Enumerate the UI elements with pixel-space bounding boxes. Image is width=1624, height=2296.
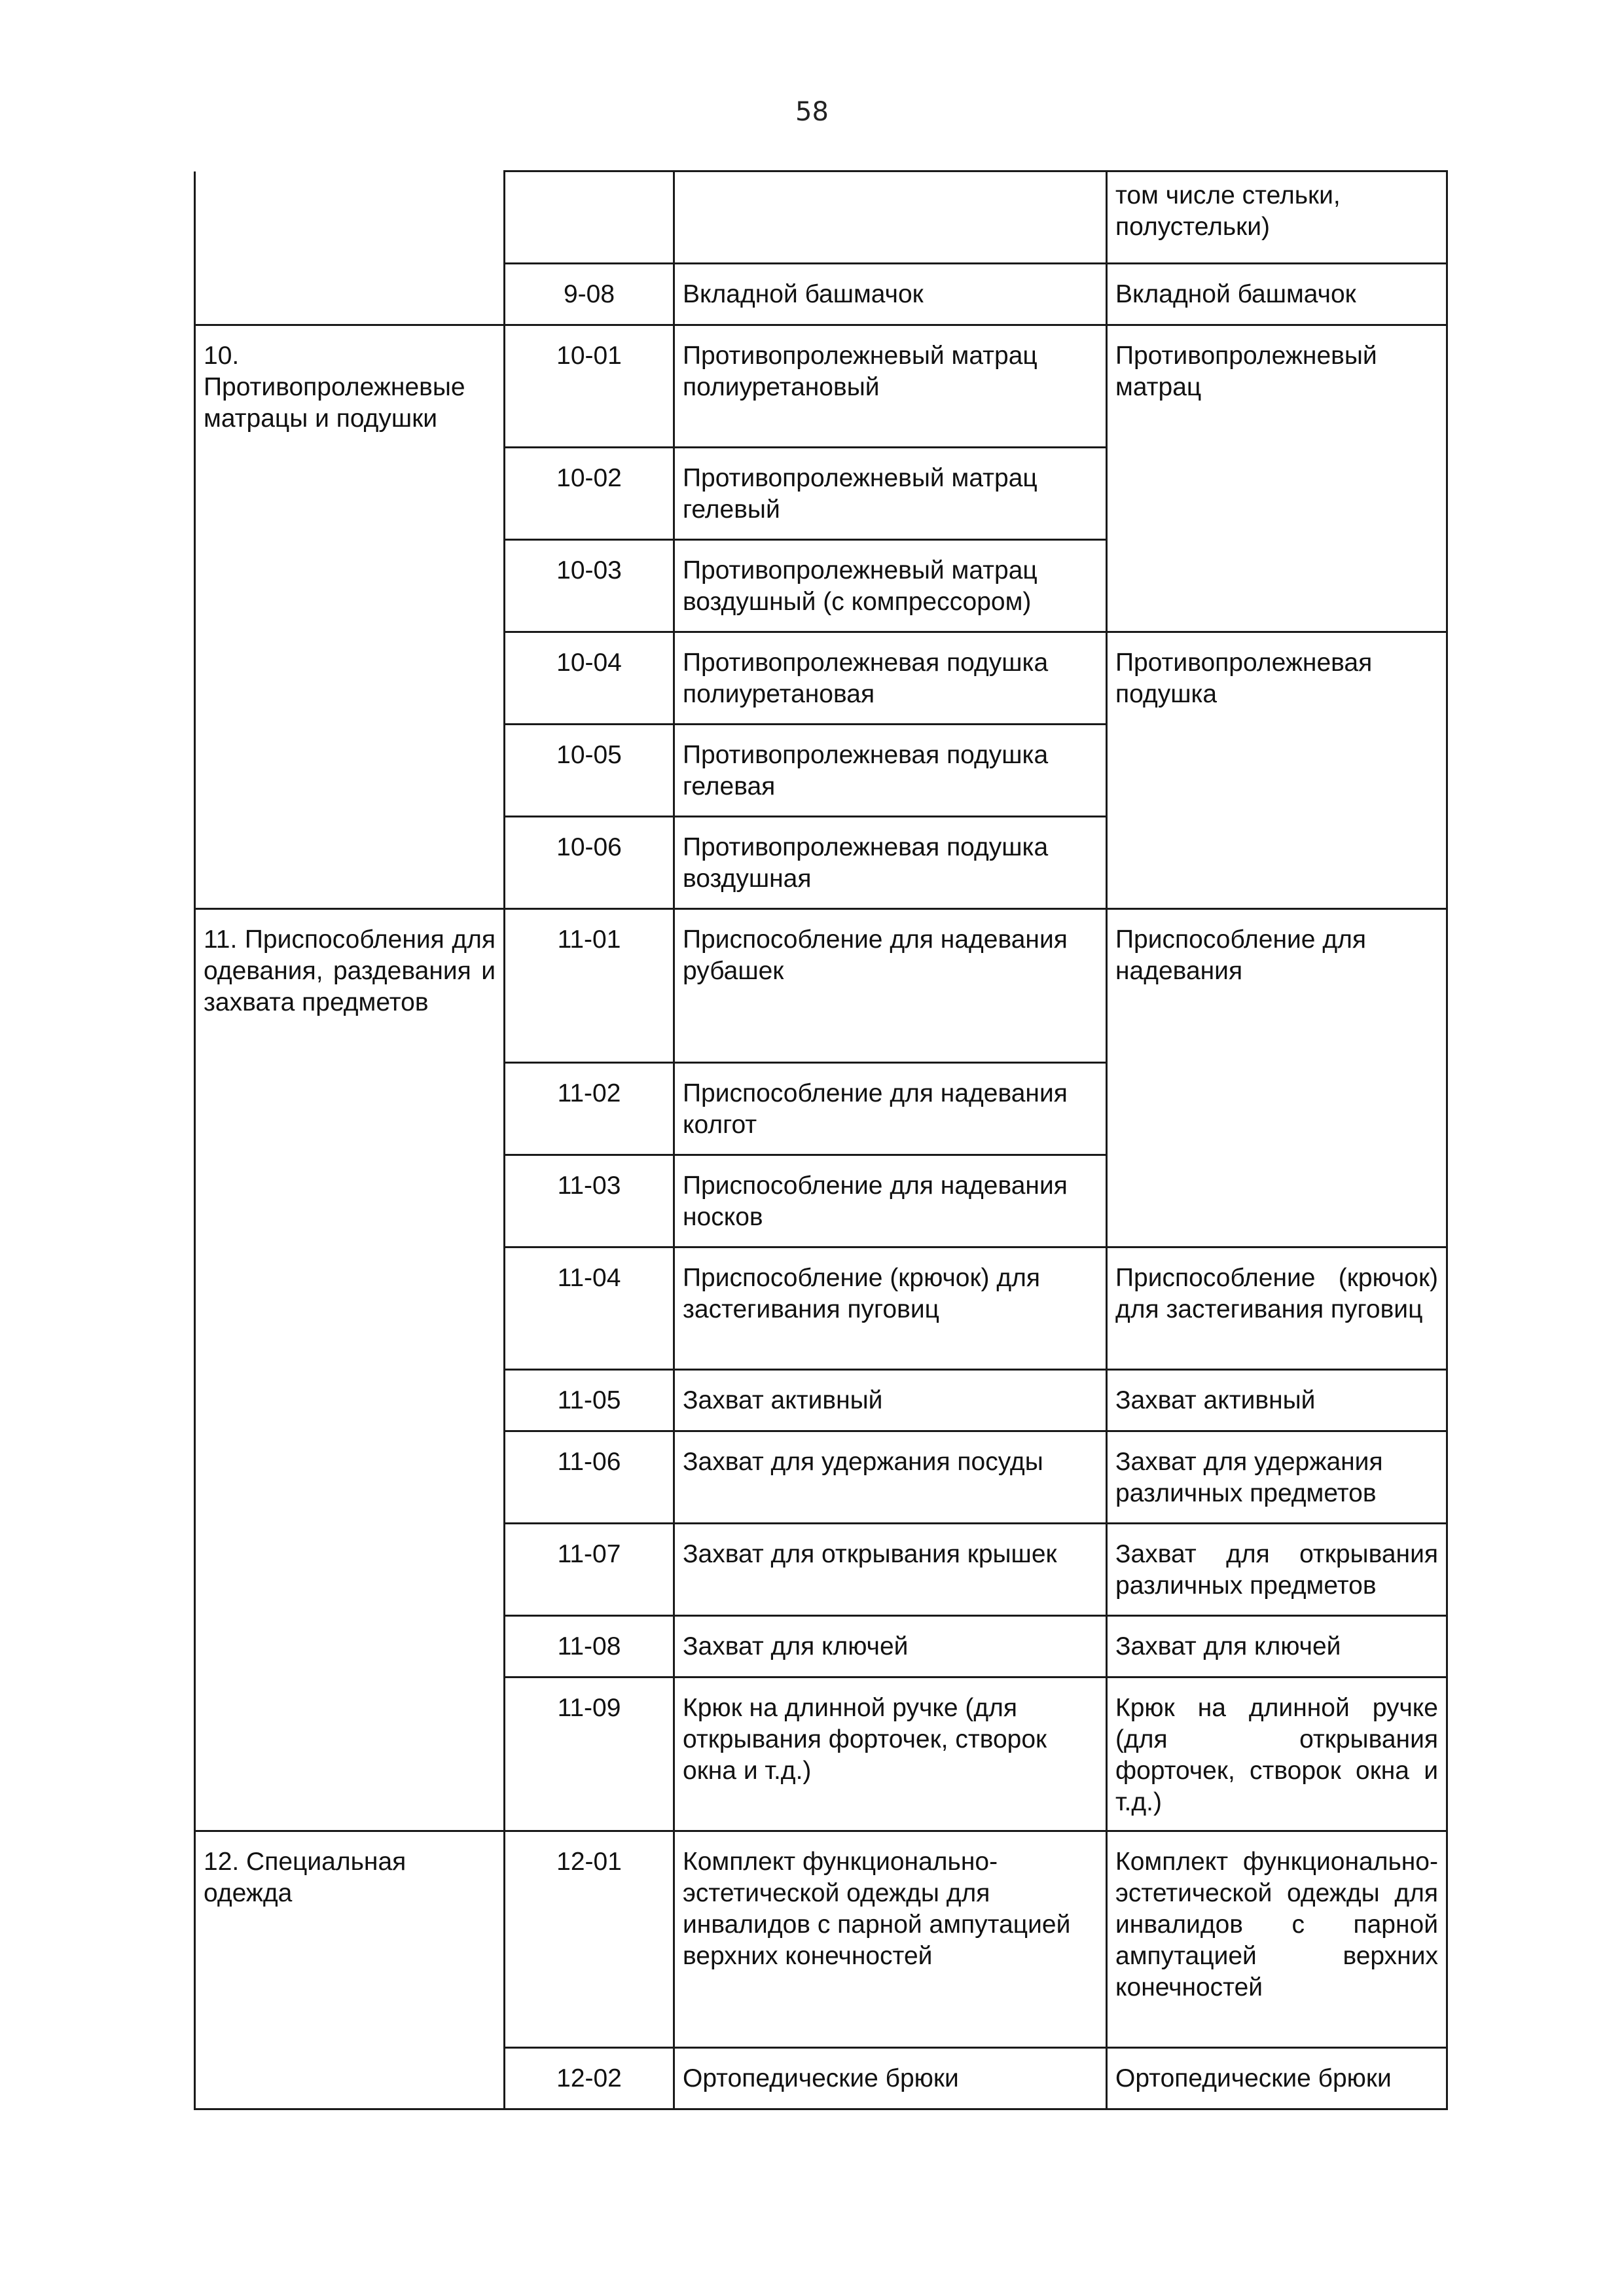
- code-cell: 12-02: [505, 2048, 674, 2109]
- item-name-cell: Захват для открывания крышек: [674, 1524, 1107, 1616]
- code-cell: 11-03: [505, 1155, 674, 1247]
- item-type-cell: Крюк на длинной ручке (для открывания форточек, створок окна и т.д.): [1107, 1677, 1447, 1831]
- item-type-cell: Захват для удержания различных предметов: [1107, 1431, 1447, 1524]
- category-cell: 11. Приспособления для одевания, раздевания и захвата предметов: [195, 909, 505, 1831]
- table-row: [195, 171, 1447, 264]
- item-type-cell: Приспособление (крючок) для застегивания пуговиц: [1107, 1247, 1447, 1370]
- item-type-cell: Противопролежневая подушка: [1107, 632, 1447, 909]
- item-name-cell: Захват для удержания посуды: [674, 1431, 1107, 1524]
- item-name-cell: Противопролежневый матрац гелевый: [674, 448, 1107, 540]
- item-name-cell: Захват активный: [674, 1370, 1107, 1431]
- code-cell: 10-04: [505, 632, 674, 725]
- category-cell: [195, 171, 505, 325]
- code-cell: 11-01: [505, 909, 674, 1063]
- code-cell: 10-01: [505, 325, 674, 448]
- item-type-cell: Приспособление для надевания: [1107, 909, 1447, 1247]
- code-cell: 10-05: [505, 725, 674, 817]
- item-name-cell: Ортопедические брюки: [674, 2048, 1107, 2109]
- code-cell: 11-06: [505, 1431, 674, 1524]
- category-cell: 10. Противопролежневые матрацы и подушки: [195, 325, 505, 909]
- item-name-cell: Противопролежневый матрац полиуретановый: [674, 325, 1107, 448]
- item-name-cell: Противопролежневая подушка полиуретановая: [674, 632, 1107, 725]
- item-name-cell: Противопролежневый матрац воздушный (с компрессором): [674, 540, 1107, 632]
- item-type-cell: том числе стельки, полустельки): [1107, 171, 1447, 264]
- table-row: [195, 909, 1447, 1063]
- code-cell: 11-08: [505, 1616, 674, 1677]
- item-type-cell: Захват для открывания различных предметов: [1107, 1524, 1447, 1616]
- item-type-cell: Противопролежневый матрац: [1107, 325, 1447, 632]
- item-name-cell: Приспособление (крючок) для застегивания пуговиц: [674, 1247, 1107, 1370]
- code-cell: 11-09: [505, 1677, 674, 1831]
- table-row: [195, 1831, 1447, 2048]
- item-name-cell: Приспособление для надевания рубашек: [674, 909, 1107, 1063]
- category-cell: 12. Специальная одежда: [195, 1831, 505, 2109]
- code-cell: 11-07: [505, 1524, 674, 1616]
- code-cell: 10-02: [505, 448, 674, 540]
- code-cell: [505, 171, 674, 264]
- code-cell: 11-05: [505, 1370, 674, 1431]
- table-row: [195, 325, 1447, 448]
- page-number: 58: [795, 97, 829, 127]
- item-name-cell: Приспособление для надевания носков: [674, 1155, 1107, 1247]
- code-cell: 9-08: [505, 264, 674, 325]
- item-name-cell: Захват для ключей: [674, 1616, 1107, 1677]
- item-name-cell: Приспособление для надевания колгот: [674, 1063, 1107, 1155]
- code-cell: 10-03: [505, 540, 674, 632]
- item-type-cell: Захват для ключей: [1107, 1616, 1447, 1677]
- document-table: [194, 170, 1448, 2110]
- item-name-cell: Крюк на длинной ручке (для открывания форточек, створок окна и т.д.): [674, 1677, 1107, 1831]
- item-name-cell: Вкладной башмачок: [674, 264, 1107, 325]
- item-type-cell: Комплект функционально-эстетической одежды для инвалидов с парной ампутацией верхних конечностей: [1107, 1831, 1447, 2048]
- code-cell: 11-02: [505, 1063, 674, 1155]
- item-name-cell: [674, 171, 1107, 264]
- item-type-cell: Ортопедические брюки: [1107, 2048, 1447, 2109]
- item-name-cell: Комплект функционально-эстетической одежды для инвалидов с парной ампутацией верхних конечностей: [674, 1831, 1107, 2048]
- item-type-cell: Вкладной башмачок: [1107, 264, 1447, 325]
- code-cell: 11-04: [505, 1247, 674, 1370]
- code-cell: 12-01: [505, 1831, 674, 2048]
- item-type-cell: Захват активный: [1107, 1370, 1447, 1431]
- item-name-cell: Противопролежневая подушка гелевая: [674, 725, 1107, 817]
- code-cell: 10-06: [505, 817, 674, 909]
- item-name-cell: Противопролежневая подушка воздушная: [674, 817, 1107, 909]
